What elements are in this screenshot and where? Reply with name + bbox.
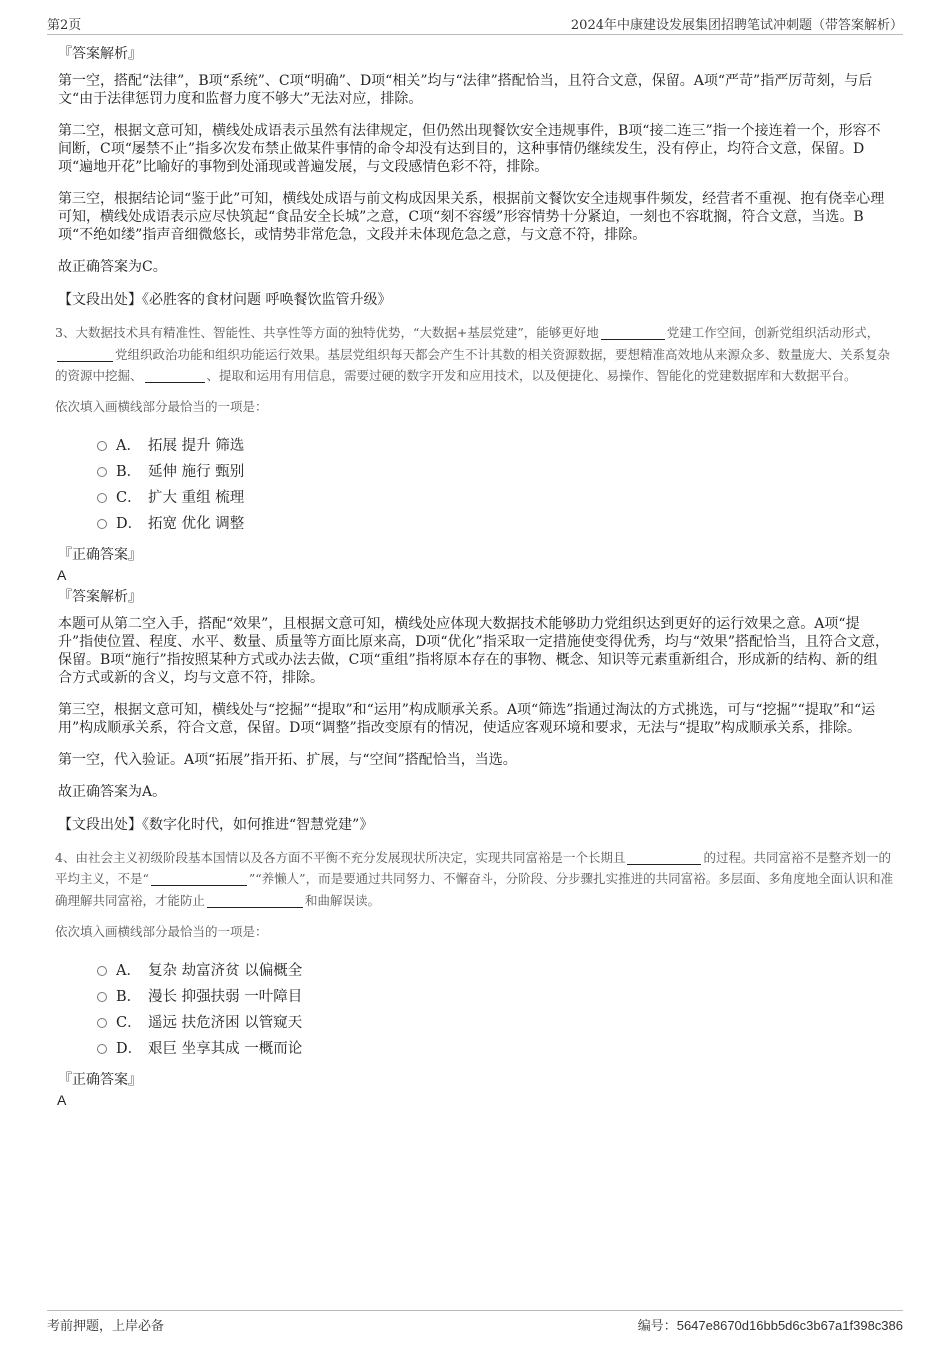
fill-blank (601, 325, 665, 340)
radio-button[interactable] (97, 441, 107, 451)
radio-button[interactable] (97, 966, 107, 976)
option-b[interactable]: B． 漫长 抑强扶弱 一叶障目 (97, 984, 895, 1010)
analysis-paragraph: 第三空，根据结论词“鉴于此”可知，横线处成语与前文构成因果关系，根据前文餐饮安全违规事件频发，经营者不重视、抱有侥幸心理可知，横线处成语表示应尽快筑起“食品安全长城”之意，C项“刻不容缓”形容情势十分紧迫，一刻也不容耽搁，符合文意，当选。B项“不绝如缕”指声音细微悠长，或情势非常危急，文段并未体现危急之意，与文意不符，排除。 (58, 191, 885, 243)
document-title: 2024年中康建设发展集团招聘笔试冲刺题（带答案解析） (570, 18, 903, 33)
page-header (47, 14, 903, 35)
option-d[interactable]: D． 拓宽 优化 调整 (97, 511, 895, 537)
source-citation: 【文段出处】《数字化时代，如何推进“智慧党建”》 (58, 816, 374, 833)
analysis-paragraph: 第一空，搭配“法律”，B项“系统”、C项“明确”、D项“相关”均与“法律”搭配恰当，且符合文意，保留。A项“严苛”指严厉苛刻，与后文“由于法律惩罚力度和监督力度不够大”无法对应，排除。 (58, 73, 873, 107)
correct-answer: A (57, 566, 67, 583)
analysis-paragraph: 第二空，根据文意可知，横线处成语表示虽然有法律规定，但仍然出现餐饮安全违规事件，B项“接二连三”指一个接连着一个，形容不间断，C项“屡禁不止”指多次发布禁止做某件事情的命令却没有达到目的，这种事情仍继续发生，没有停止，均符合文意，保留。D项“遍地开花”比喻好的事物到处涌现或普遍发展，与文段感情色彩不符，排除。 (58, 123, 881, 175)
radio-button[interactable] (97, 1018, 107, 1028)
correct-answer-heading: 『正确答案』 (58, 1071, 142, 1088)
analysis-paragraph: 第三空，根据文意可知，横线处与“挖掘”“提取”和“运用”构成顺承关系。A项“筛选”指通过淘汰的方式挑选，可与“挖掘”“提取”和“运用”构成顺承关系，符合文意，保留。D项“调整”指改变原有的情况，使适应客观环境和要求，无法与“提取”构成顺承关系，排除。 (58, 701, 876, 736)
analysis-conclusion: 故正确答案为A。 (58, 783, 167, 800)
option-c[interactable]: C． 扩大 重组 梳理 (97, 485, 895, 511)
option-b[interactable]: B． 延伸 施行 甄别 (97, 459, 895, 485)
option-list (97, 958, 895, 1062)
radio-button[interactable] (97, 519, 107, 529)
question-3-text: 3、大数据技术具有精准性、智能性、共享性等方面的独特优势，“大数据+基层党建”，能够更好地 党建工作空间，创新党组织活动形式，党组织政治功能和组织功能运行效果。基层党组织每天都会产生不计其数的相关资源数据，要想精准高效地从来源众多、数量庞大、关系复杂的资源中挖掘、 、提取和运用有用信息，需要过硬的数字开发和应用技术，以及便捷化、易操作、智能化的党建数据库和大数据平台。 (55, 325, 891, 384)
source-citation: 【文段出处】《必胜客的食材问题 呼唤餐饮监管升级》 (58, 292, 392, 308)
analysis-paragraph: 本题可从第二空入手，搭配“效果”，且根据文意可知，横线处应体现大数据技术能够助力党组织达到更好的运行效果之意。A项“提升”指使位置、程度、水平、数量、质量等方面比原来高，D项“优化”指采取一定措施使变得优秀，均与“效果”搭配恰当，且符合文意，保留。B项“施行”指按照某种方式或办法去做，C项“重组”指将原本存在的事物、概念、知识等元素重新组合，形成新的结构、新的组合方式或新的含义，均与文意不符，排除。 (58, 615, 890, 686)
option-c[interactable]: C． 遥远 扶危济困 以管窥天 (97, 1010, 895, 1036)
fill-blank (627, 850, 701, 865)
option-d[interactable]: D． 艰巨 坐享其成 一概而论 (97, 1036, 895, 1062)
analysis-conclusion: 故正确答案为C。 (58, 259, 167, 275)
analysis-heading: 『答案解析』 (58, 588, 142, 605)
radio-button[interactable] (97, 467, 107, 477)
correct-answer-heading: 『正确答案』 (58, 546, 142, 563)
analysis-paragraph: 第一空，代入验证。A项“拓展”指开拓、扩展，与“空间”搭配恰当，当选。 (58, 751, 517, 768)
question-prompt: 依次填入画横线部分最恰当的一项是： (55, 398, 268, 414)
question-4-text: 4、由社会主义初级阶段基本国情以及各方面不平衡不充分发展现状所决定，实现共同富裕是一个长期且 的过程。共同富裕不是整齐划一的平均主义，不是“ ”“养懒人”，而是要通过共同努力、不懈奋斗，分阶段、分步骤扎实推进的共同富裕。多层面、多角度地全面认识和准确理解共同富裕，才能防止 和曲解误读。 (55, 849, 894, 908)
page-footer (47, 1310, 903, 1333)
question-prompt: 依次填入画横线部分最恰当的一项是： (55, 923, 268, 939)
page-number: 第2页 (47, 18, 82, 33)
option-a[interactable]: A． 拓展 提升 筛选 (97, 433, 895, 459)
page-content (55, 44, 895, 1112)
correct-answer: A (57, 1091, 67, 1108)
option-list (97, 433, 895, 537)
fill-blank (207, 893, 303, 908)
footer-slogan: 考前押题，上岸必备 (47, 1319, 165, 1334)
fill-blank (151, 871, 247, 886)
option-a[interactable]: A． 复杂 劫富济贫 以偏概全 (97, 958, 895, 984)
radio-button[interactable] (97, 1044, 107, 1054)
fill-blank (57, 347, 113, 362)
fill-blank (145, 368, 205, 383)
radio-button[interactable] (97, 493, 107, 503)
radio-button[interactable] (97, 992, 107, 1002)
document-code: 编号：5647e8670d16bb5d6c3b67a1f398c386 (637, 1318, 903, 1334)
analysis-heading: 『答案解析』 (58, 46, 142, 62)
